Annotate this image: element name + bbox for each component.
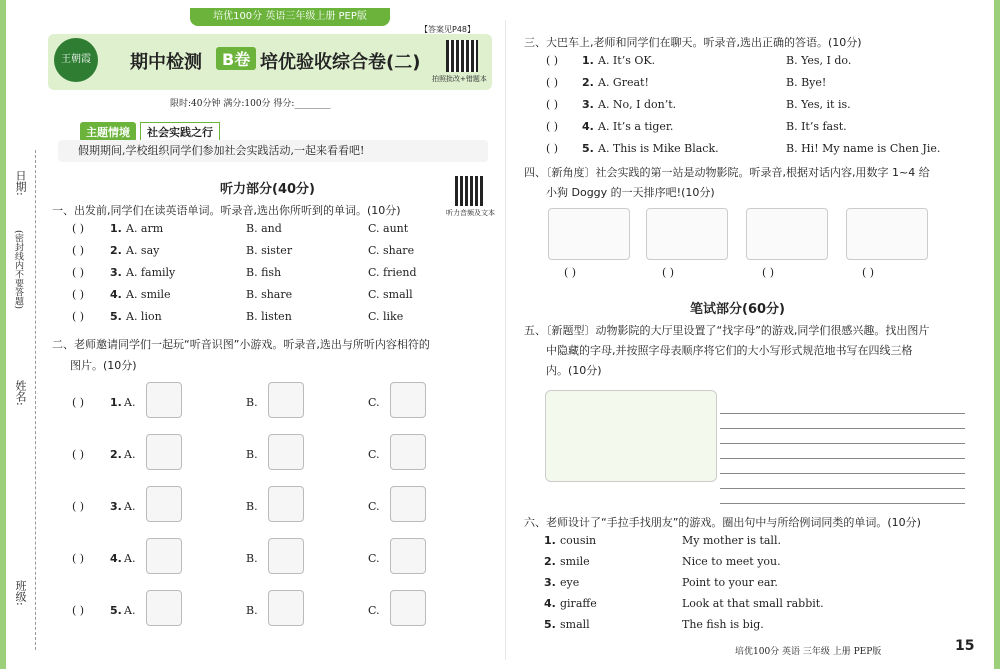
written-title: 笔试部分(60分) [690, 302, 785, 317]
theme-label: 主题情境 [80, 122, 136, 142]
q6-sentence[interactable]: Look at that small rabbit. [682, 597, 824, 610]
answer-blank[interactable]: ( ) [546, 76, 559, 89]
q1-option-a[interactable]: A. family [126, 266, 176, 279]
q4-title-1: 四、〔新角度〕社会实践的第一站是动物影院。听录音,根据对话内容,用数字 1~4 给 [524, 166, 930, 179]
q3-title: 三、大巴车上,老师和同学们在聊天。听录音,选出正确的答语。(10分) [524, 36, 862, 49]
answer-blank[interactable]: ( ) [546, 120, 559, 133]
q2-option-a[interactable]: A. [124, 448, 136, 461]
order-blank[interactable]: ( ) [762, 266, 775, 279]
volume-badge: B卷 [216, 47, 256, 70]
exam-title: 期中检测 [130, 52, 202, 73]
exam-subtitle: 培优验收综合卷(二) [260, 52, 421, 73]
right-edge [994, 0, 1000, 669]
q3-option-a[interactable]: A. Great! [598, 76, 649, 89]
q1-number: 3. [110, 266, 122, 279]
doggy-scene-picture [746, 208, 828, 260]
q2-option-b[interactable]: B. [246, 448, 258, 461]
q6-example-word: cousin [560, 534, 597, 547]
q2-option-c[interactable]: C. [368, 552, 380, 565]
q2-option-a[interactable]: A. [124, 604, 136, 617]
answer-blank[interactable]: ( ) [72, 288, 85, 301]
answer-blank[interactable]: ( ) [72, 500, 85, 513]
doggy-scene-picture [548, 208, 630, 260]
answer-ref: 【答案见P48】 [420, 25, 476, 34]
q1-option-c[interactable]: C. friend [368, 266, 417, 279]
q4-title-2: 小狗 Doggy 的一天排序吧!(10分) [546, 186, 715, 199]
q2-option-a[interactable]: A. [124, 552, 136, 565]
q6-number: 5. [544, 618, 556, 631]
q6-example-word: small [560, 618, 590, 631]
q2-number: 4. [110, 552, 122, 565]
person-picture-icon[interactable] [146, 538, 182, 574]
page-divider [505, 20, 506, 660]
person-picture-icon[interactable] [390, 382, 426, 418]
page-number: 15 [955, 638, 975, 654]
q1-option-b[interactable]: B. and [246, 222, 282, 235]
q1-option-c[interactable]: C. share [368, 244, 415, 257]
answer-blank[interactable]: ( ) [72, 448, 85, 461]
answer-blank[interactable]: ( ) [72, 266, 85, 279]
q1-option-c[interactable]: C. aunt [368, 222, 409, 235]
q3-option-a[interactable]: A. No, I don’t. [598, 98, 677, 111]
person-picture-icon[interactable] [390, 590, 426, 626]
q3-option-a[interactable]: A. This is Mike Black. [598, 142, 719, 155]
q1-title: 一、出发前,同学们在读英语单词。听录音,选出你所听到的单词。(10分) [52, 204, 401, 217]
exam-header [48, 34, 492, 90]
q3-option-a[interactable]: A. It’s a tiger. [598, 120, 674, 133]
person-picture-icon[interactable] [268, 382, 304, 418]
q6-sentence[interactable]: Nice to meet you. [682, 555, 781, 568]
intro-text: 假期期间,学校组织同学们参加社会实践活动,一起来看看吧! [58, 140, 488, 162]
q2-option-b[interactable]: B. [246, 396, 258, 409]
q5-title-3: 内。(10分) [546, 364, 602, 377]
q3-option-b[interactable]: B. Yes, I do. [786, 54, 852, 67]
answer-blank[interactable]: ( ) [72, 244, 85, 257]
q5-title-1: 五、〔新题型〕动物影院的大厅里设置了“找字母”的游戏,同学们很感兴趣。找出图片 [524, 324, 930, 337]
answer-blank[interactable]: ( ) [72, 552, 85, 565]
person-picture-icon[interactable] [268, 434, 304, 470]
answer-blank[interactable]: ( ) [72, 310, 85, 323]
order-blank[interactable]: ( ) [662, 266, 675, 279]
q3-option-b[interactable]: B. Hi! My name is Chen Jie. [786, 142, 941, 155]
q1-number: 5. [110, 310, 122, 323]
q3-number: 5. [582, 142, 594, 155]
left-edge [0, 0, 6, 669]
date-label: 日期: [14, 170, 27, 196]
q2-option-b[interactable]: B. [246, 500, 258, 513]
q6-sentence[interactable]: The fish is big. [682, 618, 764, 631]
doggy-scene-picture [846, 208, 928, 260]
seal-line [35, 150, 36, 650]
person-picture-icon[interactable] [390, 538, 426, 574]
q1-option-b[interactable]: B. share [246, 288, 293, 301]
exam-meta: 限时:40分钟 满分:100分 得分:________ [170, 99, 331, 109]
q3-number: 3. [582, 98, 594, 111]
q2-number: 5. [110, 604, 122, 617]
q1-number: 2. [110, 244, 122, 257]
person-picture-icon[interactable] [146, 382, 182, 418]
q3-number: 2. [582, 76, 594, 89]
q1-option-a[interactable]: A. smile [126, 288, 171, 301]
listening-qr-icon [455, 176, 485, 206]
theme-value: 社会实践之行 [140, 122, 220, 142]
order-blank[interactable]: ( ) [564, 266, 577, 279]
listening-qr-caption: 听力音频及文本 [446, 209, 495, 217]
person-picture-icon[interactable] [268, 590, 304, 626]
q6-sentence[interactable]: My mother is tall. [682, 534, 781, 547]
q1-option-c[interactable]: C. like [368, 310, 404, 323]
doggy-scene-picture [646, 208, 728, 260]
q6-title: 六、老师设计了“手拉手找朋友”的游戏。圈出句中与所给例词同类的单词。(10分) [524, 516, 921, 529]
q1-option-a[interactable]: A. lion [126, 310, 162, 323]
person-picture-icon[interactable] [146, 434, 182, 470]
q1-option-b[interactable]: B. sister [246, 244, 293, 257]
q2-option-b[interactable]: B. [246, 604, 258, 617]
q3-option-b[interactable]: B. Bye! [786, 76, 827, 89]
person-picture-icon[interactable] [146, 486, 182, 522]
answer-blank[interactable]: ( ) [546, 54, 559, 67]
four-line-grid[interactable] [720, 403, 965, 508]
q1-option-b[interactable]: B. fish [246, 266, 282, 279]
person-picture-icon[interactable] [390, 486, 426, 522]
hidden-letters-picture [545, 390, 717, 482]
q1-number: 4. [110, 288, 122, 301]
person-picture-icon[interactable] [268, 486, 304, 522]
q2-option-a[interactable]: A. [124, 500, 136, 513]
answer-blank[interactable]: ( ) [546, 142, 559, 155]
q6-example-word: giraffe [560, 597, 597, 610]
left-strip [8, 150, 42, 650]
seal-note: (密封线内不要答题) [13, 230, 23, 310]
q2-title-2: 图片。(10分) [70, 359, 137, 372]
q2-option-c[interactable]: C. [368, 448, 380, 461]
q6-number: 2. [544, 555, 556, 568]
answer-blank[interactable]: ( ) [72, 604, 85, 617]
q3-option-b[interactable]: B. It’s fast. [786, 120, 847, 133]
brand-logo: 王朝霞 [54, 38, 98, 82]
q1-option-b[interactable]: B. listen [246, 310, 292, 323]
name-label: 姓名: [14, 380, 27, 406]
q5-title-2: 中隐藏的字母,并按照字母表顺序将它们的大小写形式规范地书写在四线三格 [546, 344, 913, 357]
answer-blank[interactable]: ( ) [546, 98, 559, 111]
q3-option-a[interactable]: A. It’s OK. [598, 54, 656, 67]
q2-option-b[interactable]: B. [246, 552, 258, 565]
person-picture-icon[interactable] [146, 590, 182, 626]
q6-number: 1. [544, 534, 556, 547]
q1-option-a[interactable]: A. arm [126, 222, 164, 235]
q3-number: 1. [582, 54, 594, 67]
answer-blank[interactable]: ( ) [72, 396, 85, 409]
class-label: 班级: [14, 580, 27, 606]
q3-number: 4. [582, 120, 594, 133]
q6-example-word: eye [560, 576, 580, 589]
q3-option-b[interactable]: B. Yes, it is. [786, 98, 851, 111]
person-picture-icon[interactable] [390, 434, 426, 470]
qr-caption: 拍照批改+错题本 [432, 75, 487, 83]
listening-title: 听力部分(40分) [220, 182, 315, 197]
q2-title-1: 二、老师邀请同学们一起玩“听音识图”小游戏。听录音,选出与所听内容相符的 [52, 338, 430, 351]
person-picture-icon[interactable] [268, 538, 304, 574]
q2-number: 3. [110, 500, 122, 513]
q1-option-c[interactable]: C. small [368, 288, 413, 301]
q2-option-c[interactable]: C. [368, 604, 380, 617]
q6-sentence[interactable]: Point to your ear. [682, 576, 778, 589]
qr-code-icon [446, 40, 478, 72]
q6-example-word: smile [560, 555, 590, 568]
q2-number: 2. [110, 448, 122, 461]
q6-number: 3. [544, 576, 556, 589]
order-blank[interactable]: ( ) [862, 266, 875, 279]
q2-option-a[interactable]: A. [124, 396, 136, 409]
q1-option-a[interactable]: A. say [126, 244, 160, 257]
q1-number: 1. [110, 222, 122, 235]
q2-number: 1. [110, 396, 122, 409]
q2-option-c[interactable]: C. [368, 500, 380, 513]
top-banner: 培优100分 英语三年级上册 PEP版 [190, 8, 390, 26]
q6-number: 4. [544, 597, 556, 610]
answer-blank[interactable]: ( ) [72, 222, 85, 235]
page-footer: 培优100分 英语 三年级 上册 PEP版 [735, 647, 882, 657]
q2-option-c[interactable]: C. [368, 396, 380, 409]
